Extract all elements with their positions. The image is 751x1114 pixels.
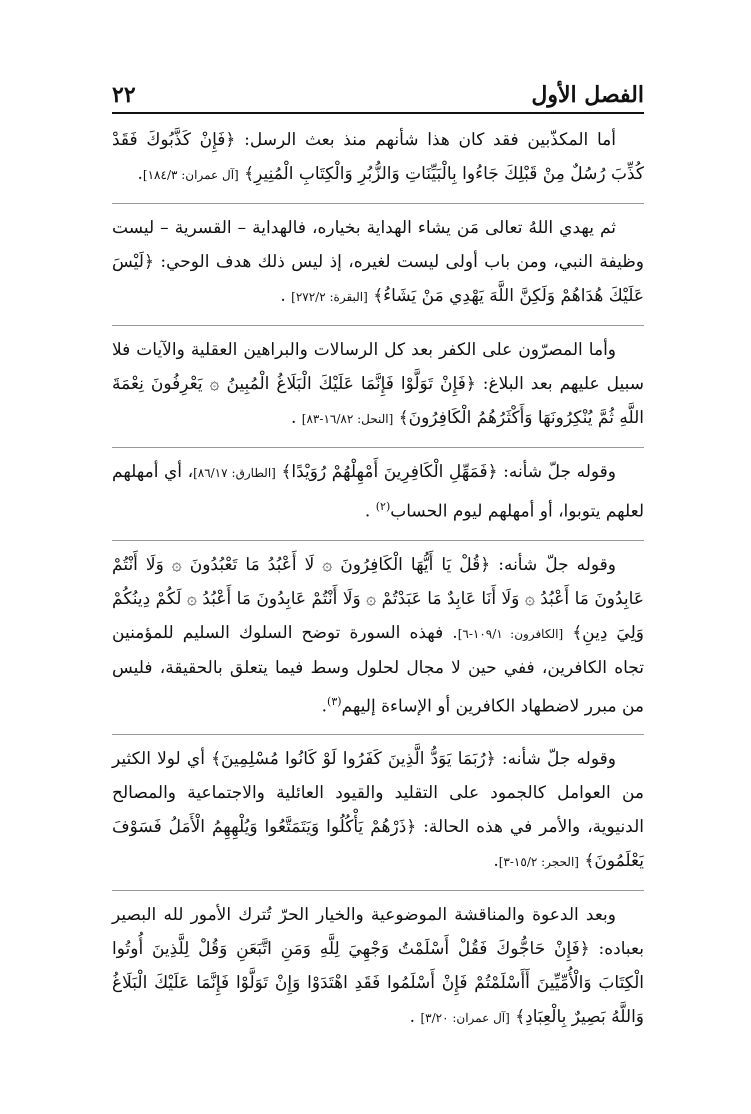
verse-reference: [آل عمران: ٣/٢٠] [420,1011,510,1026]
page-body [112,116,644,1046]
verse-reference: [النحل: ١٦/٨٢-٨٣] [301,412,394,426]
paragraph-text: وأما المصرّون على الكفر بعد كل الرسالات والبراهين العقلية والآيات فلا سبيل عليهم بعد البلاغ: [112,340,644,394]
paragraph-tail: أي لولا الكثير من العوامل كالجمود على التقليد والقيود العائلية والاجتماعية والمصالح الدنيوية، والأمر في هذه الحالة: [112,749,645,838]
quran-verse: ﴿لَيْسَ عَلَيْكَ هُدَاهُمْ وَلَكِنَّ اللَّهَ يَهْدِي مَنْ يَشَاءُ﴾ [112,252,644,306]
verse-reference: [البقرة: ٢٧٢/٢] [291,290,368,304]
paragraph-2 [112,204,644,326]
paragraph-7 [112,891,644,1046]
quran-verse: ﴿فَمَهِّلِ الْكَافِرِينَ أَمْهِلْهُمْ رُوَيْدًا﴾ [281,462,498,482]
paragraph-6 [112,735,644,891]
quran-verse: ﴿فَإِنْ كَذَّبُوكَ فَقَدْ كُذِّبَ رُسُلٌ مِنْ قَبْلِكَ جَاءُوا بِالْبَيِّنَاتِ وَالزُّبُرِ وَالْكِتَابِ الْمُنِيرِ﴾ [112,130,644,184]
verse-reference: [الكافرون: ١٠٩/١-٦] [457,626,564,641]
paragraph-tail: . [409,1007,421,1028]
paragraph-text: وقوله جلّ شأنه: [497,462,616,482]
paragraph-tail-2: . [321,696,328,717]
paragraph-text: وبعد الدعوة والمناقشة الموضوعية والخيار الحرّ تُترك الأمور لله البصير بعباده: [112,905,644,960]
paragraph-4 [112,448,644,541]
verse-reference: [آل عمران: ١٨٤/٣] [142,168,239,182]
quran-verse: ﴿رُبَمَا يَوَدُّ الَّذِينَ كَفَرُوا لَوْ كَانُوا مُسْلِمِينَ﴾ [211,749,496,770]
paragraph-text: ثم يهدي اللهُ تعالى مَن يشاء الهداية بخياره، فالهداية – القسرية – ليست وظيفة النبي، ومن باب أولى ليست لغيره، إذ ليس ذلك هدف الوحي: [112,218,644,272]
paragraph-tail: . [137,164,143,184]
quran-verse: ﴿فَإِنْ حَاجُّوكَ فَقُلْ أَسْلَمْتُ وَجْهِيَ لِلَّهِ وَمَنِ اتَّبَعَنِ وَقُلْ لِلَّذِينَ أُوتُوا الْكِتَابَ وَالْأُمِّيِّينَ أَأَسْلَمْتُمْ فَإِنْ أَسْلَمُوا فَقَدِ اهْتَدَوْا وَإِنْ تَوَلَّوْا فَإِنَّمَا عَلَيْكَ الْبَلَاغُ وَاللَّهُ بَصِيرٌ بِالْعِبَادِ﴾ [112,939,644,1028]
verse-reference: [الحجر: ١٥/٢-٣] [498,855,579,870]
footnote-marker: (٣) [327,694,342,708]
paragraph-text: وقوله جلّ شأنه: [490,554,616,575]
paragraph-5 [112,541,644,736]
paragraph-tail: . [290,408,302,428]
paragraph-1 [112,116,644,204]
page-number: ٢٢ [112,82,136,108]
footnote-marker: (٢) [375,500,391,513]
paragraph-tail-2: . [364,501,376,522]
verse-reference: [الطارق: ٨٦/١٧] [193,466,276,480]
page-header [112,82,644,114]
quran-verse-2: ﴿ذَرْهُمْ يَأْكُلُوا وَيَتَمَتَّعُوا وَيُلْهِهِمُ الْأَمَلُ فَسَوْفَ يَعْلَمُونَ﴾ [112,817,644,872]
chapter-title: الفصل الأول [531,82,644,108]
quran-verse: ﴿فَإِنْ تَوَلَّوْا فَإِنَّمَا عَلَيْكَ الْبَلَاغُ الْمُبِينُ ۞ يَعْرِفُونَ نِعْمَةَ اللَّهِ ثُمَّ يُنْكِرُونَهَا وَأَكْثَرُهُمُ الْكَافِرُونَ﴾ [112,374,644,428]
paragraph-text: وقوله جلّ شأنه: [495,749,616,770]
paragraph-text: أما المكذّبين فقد كان هذا شأنهم منذ بعث الرسل: [235,130,616,150]
paragraph-tail: ، أي أمهلهم لعلهم يتوبوا، أو أمهلهم ليوم الحساب [112,462,644,522]
paragraph-3 [112,326,644,448]
paragraph-tail: . فهذه السورة توضح السلوك السليم للمؤمنين تجاه الكافرين، ففي حين لا مجال لحلول وسط فيما يتعلق بالحقيقة، فليس من مبرر لاضطهاد الكافرين أو الإساءة إليهم [112,622,644,717]
paragraph-tail-2: . [493,851,499,872]
quran-verse: ﴿قُلْ يَا أَيُّهَا الْكَافِرُونَ ۞ لَا أَعْبُدُ مَا تَعْبُدُونَ ۞ وَلَا أَنْتُمْ عَابِدُونَ مَا أَعْبُدُ ۞ وَلَا أَنَا عَابِدٌ مَا عَبَدْتُمْ ۞ وَلَا أَنْتُمْ عَابِدُونَ مَا أَعْبُدُ ۞ لَكُمْ دِينُكُمْ وَلِيَ دِينِ﴾ [112,554,644,643]
paragraph-tail: . [280,286,292,306]
